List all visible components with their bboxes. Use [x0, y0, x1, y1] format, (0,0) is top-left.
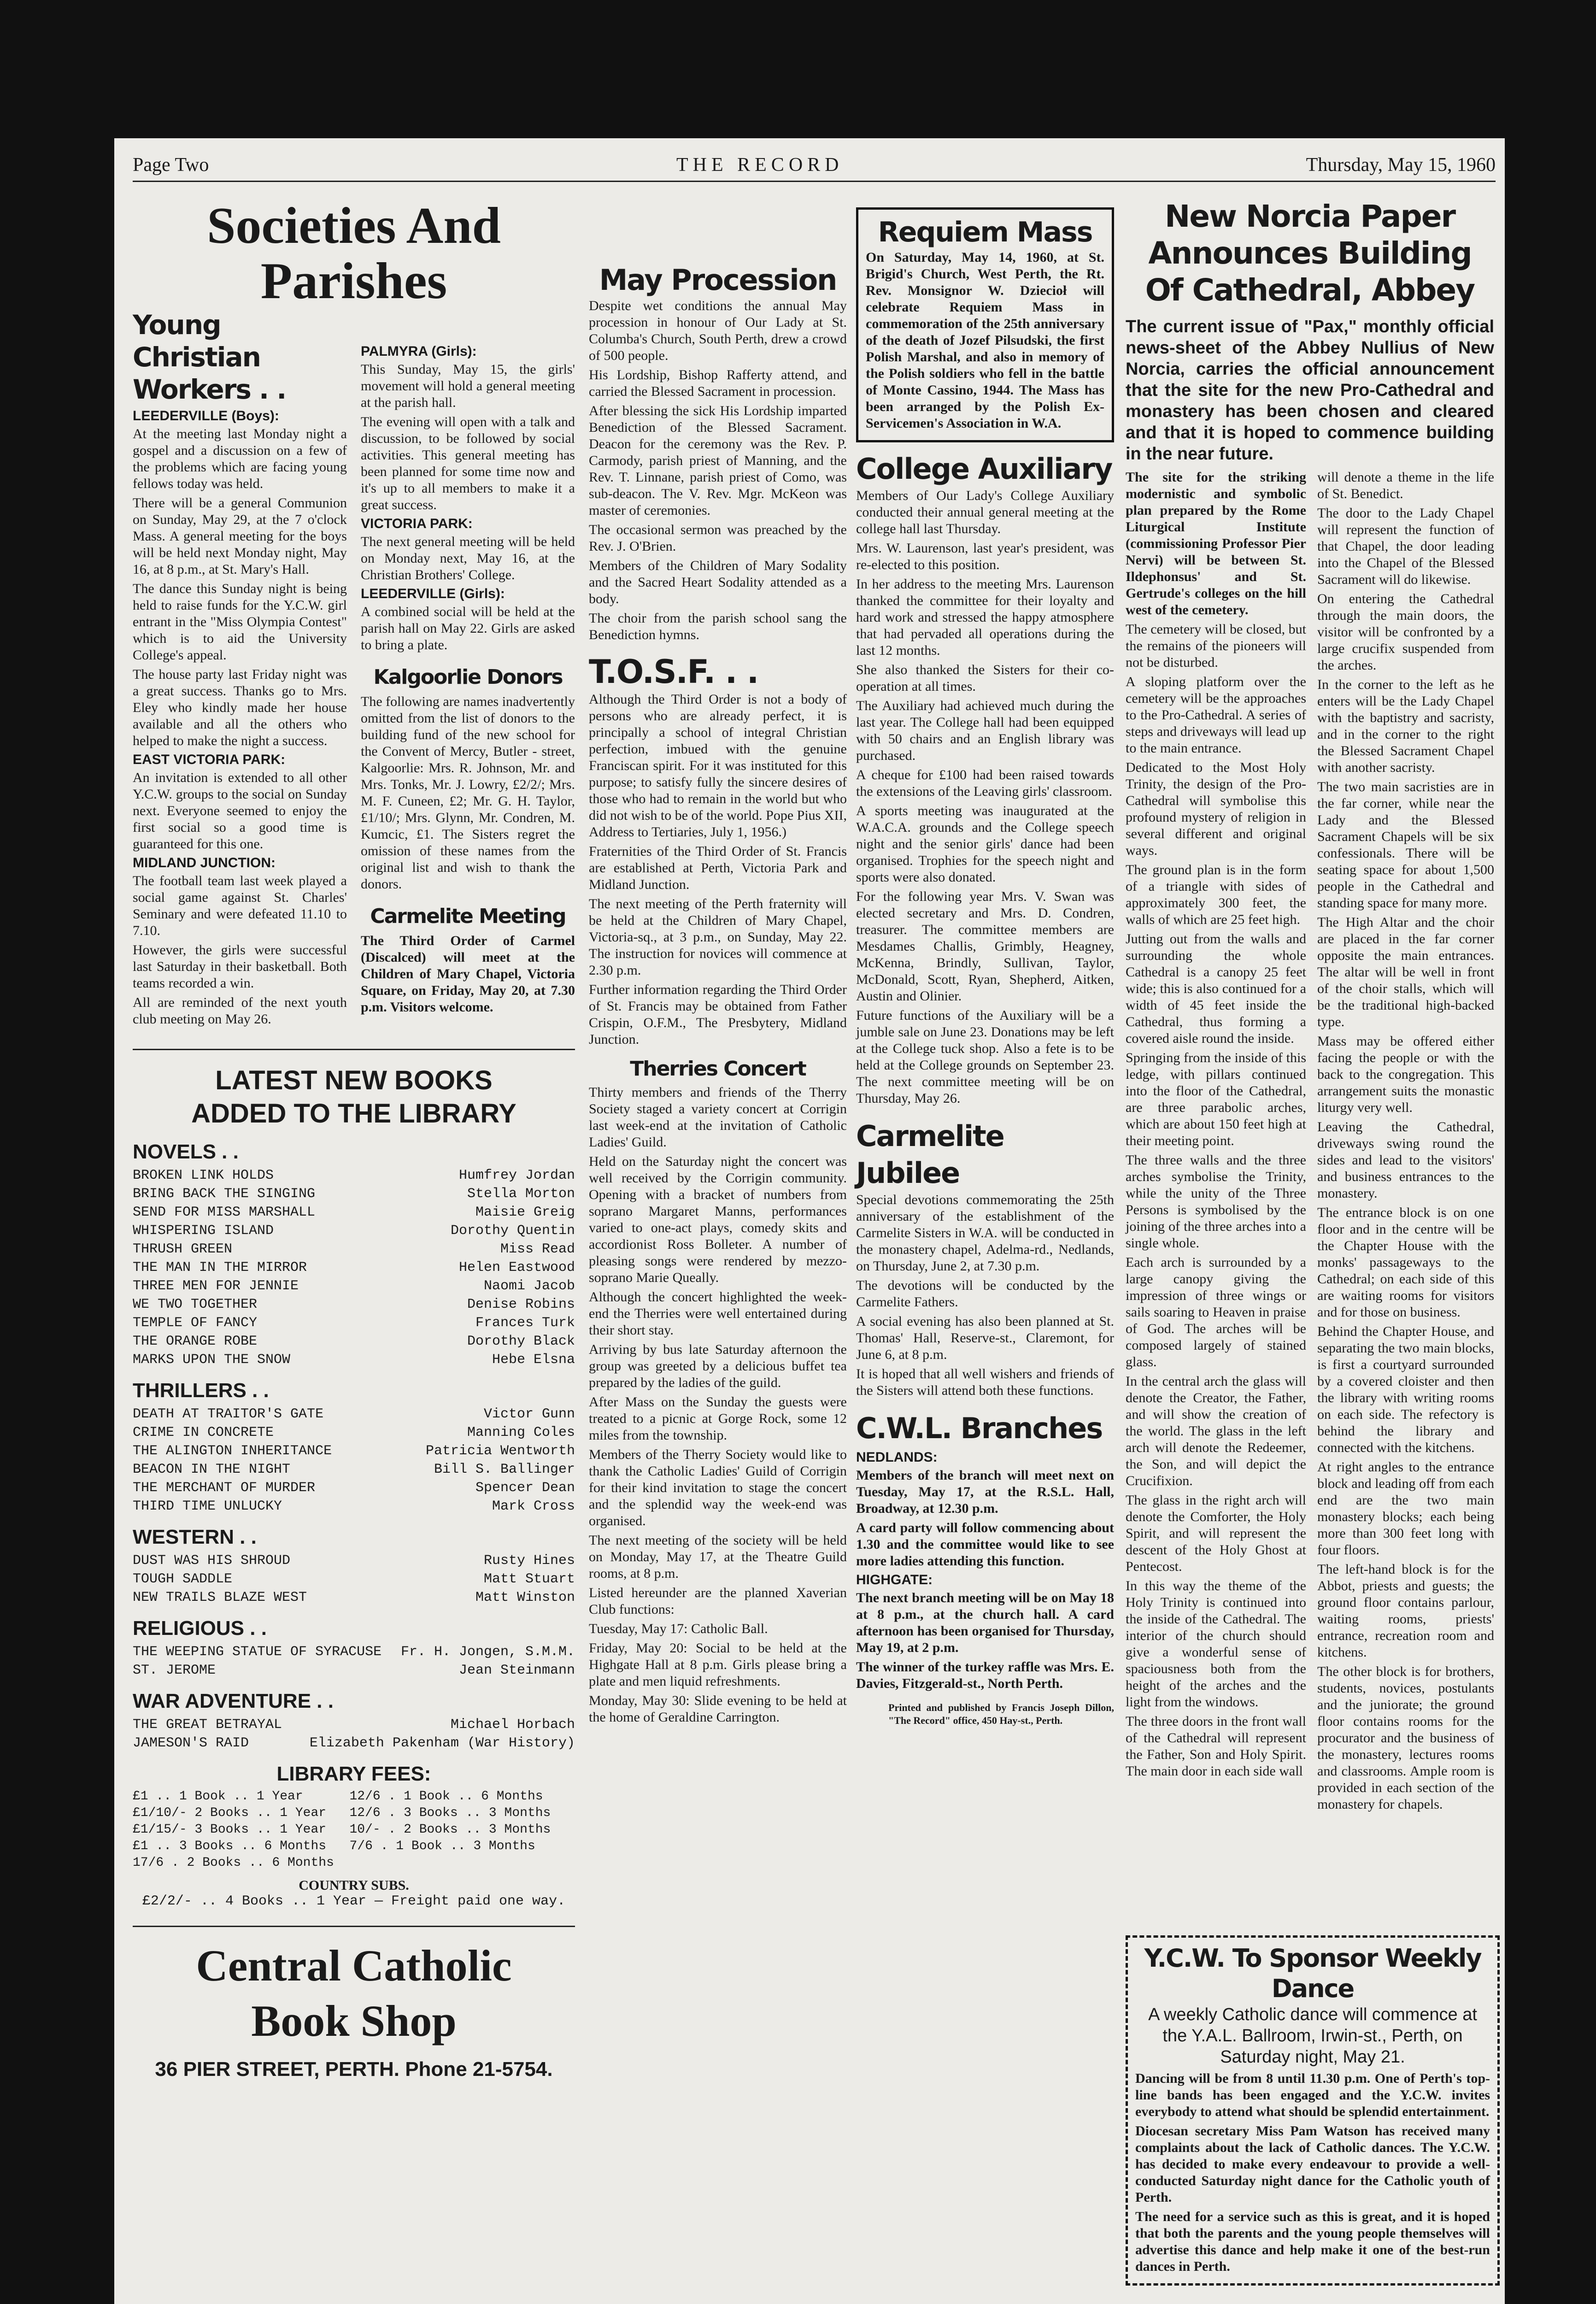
book-title: WHISPERING ISLAND	[133, 1223, 274, 1239]
book-title: THE MAN IN THE MIRROR	[133, 1260, 307, 1275]
book-title: THE WEEPING STATUE OF SYRACUSE	[133, 1644, 382, 1660]
paragraph: The choir from the parish school sang the Benediction hymns.	[589, 611, 847, 642]
book-author: Dorothy Quentin	[450, 1223, 575, 1239]
paragraph: She also thanked the Sisters for their co-operation at all times.	[856, 662, 1114, 694]
paragraph: The following are names inadvertently omitted from the list of donors to the building fund of the new school for the Convent of Mercy, Butler - street, Kalgoorlie: Mrs. R. Johnson, Mr. and Mrs. Tonks, Mr. J. Lowry, £2/2/; Mrs. M. F. Cuneen, £2; Mr. G. H. Taylor, £1/10/; Mrs. Glynn, Mr. Condren, M. Kumcic, £1. The Sisters regret the omission of these names from the original list and wish to thank the donors.	[361, 694, 575, 892]
leederville-girls-head: LEEDERVILLE (Girls):	[361, 586, 505, 601]
paragraph: Members of the Therry Society would like to thank the Catholic Ladies' Guild of Corrigin for their kind invitation to stage the concert and the splendid way the week-end was organised.	[589, 1447, 847, 1528]
paragraph: Special devotions commemorating the 25th anniversary of the establishment of the Carmelite Sisters in W.A. will be conducted in the monastery chapel, Adelma-rd., Nedlands, on Thursday, June 2, at 7.30 p.m.	[856, 1192, 1114, 1274]
paragraph: The High Altar and the choir are placed in the far corner opposite the main entrances. The altar will be well in front of the choir stalls, which will be the traditional high-backed type.	[1317, 915, 1494, 1029]
thrillers-list	[133, 1405, 575, 1516]
book-title: MARKS UPON THE SNOW	[133, 1352, 291, 1368]
book-title: THE ORANGE ROBE	[133, 1334, 258, 1349]
book-row	[133, 1423, 575, 1442]
book-row	[133, 1497, 575, 1516]
book-title: BEACON IN THE NIGHT	[133, 1462, 291, 1477]
paragraph: An invitation is extended to all other Y.C.W. groups to the social on Sunday next. Everyone seemed to enjoy the first social so a good time is guaranteed for this one.	[133, 770, 347, 852]
book-title: NEW TRAILS BLAZE WEST	[133, 1590, 307, 1605]
paragraph: The Auxiliary had achieved much during the last year. The College hall had been equipped with 50 chairs and an English library was purchased.	[856, 698, 1114, 763]
book-row	[133, 1588, 575, 1607]
book-author: Maisie Greig	[475, 1205, 575, 1220]
therries-title: Therries Concert	[630, 1057, 806, 1081]
fee-row: £1/15/- 3 Books .. 1 Year 10/- . 2 Books .. 3 Months	[133, 1822, 551, 1837]
book-author: Mark Cross	[492, 1499, 575, 1514]
paragraph: Mrs. W. Laurenson, last year's president, was re-elected to this position.	[856, 541, 1114, 572]
paragraph: The glass in the right arch will denote the Comforter, the Holy Spirit, and will represent the descent of the Holy Ghost at Pentecost.	[1126, 1493, 1306, 1574]
religious-head: RELIGIOUS . .	[133, 1617, 267, 1640]
novels-head: NOVELS . .	[133, 1140, 239, 1163]
paragraph: Dancing will be from 8 until 11.30 p.m. One of Perth's top-line bands has been engaged and the Y.C.W. invites everybody to attend what should be splendid entertainment.	[1135, 2071, 1490, 2119]
societies-column	[133, 198, 575, 2304]
paragraph: The next meeting of the Perth fraternity will be held at the Children of Mary Chapel, Victoria-sq., at 3 p.m., on Sunday, May 22. The instruction for novices will commence at 2.30 p.m.	[589, 896, 847, 978]
book-row	[133, 1460, 575, 1479]
paragraph: The left-hand block is for the Abbot, priests and guests; the ground floor contains parlour, waiting rooms, priests' entrance, recreation room and kitchens.	[1317, 1562, 1494, 1660]
paragraph: Arriving by bus late Saturday afternoon the group was greeted by a delicious buffet tea prepared by the ladies of the guild.	[589, 1342, 847, 1390]
paragraph: His Lordship, Bishop Rafferty attend, and carried the Blessed Sacrament in procession.	[589, 367, 847, 399]
norcia-col-a	[1126, 469, 1306, 1816]
leederville-boys-head: LEEDERVILLE (Boys):	[133, 408, 279, 423]
book-row	[133, 1351, 575, 1369]
paragraph: The door to the Lady Chapel will represent the function of that Chapel, the door leading into the Chapel of the Blessed Sacrament will do likewise.	[1317, 505, 1494, 587]
paragraph: Future functions of the Auxiliary will be a jumble sale on June 23. Donations may be left at the College tuck shop. Also a fete is to be held at the College grounds on September 23. The next committee meeting will be on Thursday, May 26.	[856, 1008, 1114, 1106]
book-author: Patricia Wentworth	[425, 1443, 575, 1459]
book-row	[133, 1166, 575, 1185]
paragraph: The occasional sermon was preached by the Rev. J. O'Brien.	[589, 522, 847, 554]
vicpark-head: VICTORIA PARK:	[361, 516, 473, 531]
paragraph: Although the concert highlighted the week-end the Therries were well entertained during their short stay.	[589, 1289, 847, 1338]
paragraph: Further information regarding the Third Order of St. Francis may be obtained from Father Crispin, O.F.M., The Presbytery, Midland Junction.	[589, 982, 847, 1047]
book-title: TEMPLE OF FANCY	[133, 1315, 258, 1331]
paragraph: The site for the striking modernistic and symbolic plan prepared by the Rome Liturgical Institute (commissioning Professor Pier Nervi) will be between St. Ildephonsus' and St. Gertrude's colleges on the hill west of the cemetery.	[1126, 470, 1306, 617]
war-head: WAR ADVENTURE . .	[133, 1690, 334, 1712]
paragraph: Friday, May 20: Social to be held at the Highgate Hall at 8 p.m. Girls please bring a plate and men liquid refreshments.	[589, 1640, 847, 1689]
book-row	[133, 1222, 575, 1240]
paragraph: A social evening has also been planned at St. Thomas' Hall, Reserve-st., Claremont, for June 6, at 8 p.m.	[856, 1314, 1114, 1362]
fee-row: £1/10/- 2 Books .. 1 Year 12/6 . 3 Books .. 3 Months	[133, 1806, 551, 1820]
ycw-dance-lead: A weekly Catholic dance will commence at the Y.A.L. Ballroom, Irwin-st., Perth, on Saturday night, May 21.	[1148, 2005, 1477, 2067]
book-row	[133, 1314, 575, 1332]
newspaper-page	[114, 138, 1505, 2304]
paper-name: THE RECORD	[676, 154, 844, 176]
paragraph: Mass may be offered either facing the people or with the back to the congregation. This arrangement suits the monastic liturgy very well.	[1317, 1034, 1494, 1115]
book-author: Denise Robins	[467, 1297, 575, 1312]
paragraph: The devotions will be conducted by the Carmelite Fathers.	[856, 1278, 1114, 1310]
book-author: Hebe Elsna	[492, 1352, 575, 1368]
thrillers-head: THRILLERS . .	[133, 1379, 269, 1402]
book-title: DUST WAS HIS SHROUD	[133, 1553, 291, 1569]
paragraph: Thirty members and friends of the Therry Society staged a variety concert at Corrigin last week-end at the invitation of Catholic Ladies' Guild.	[589, 1085, 847, 1150]
paragraph: In this way the theme of the Holy Trinity is continued into the inside of the Cathedral. The interior of the church should give a wonderful sense of spaciousness both from the height of the arches and the light from the windows.	[1126, 1578, 1306, 1710]
paragraph: A cheque for £100 had been raised towards the extensions of the Leaving girls' classroom.	[856, 767, 1114, 799]
paragraph: A combined social will be held at the parish hall on May 22. Girls are asked to bring a plate.	[361, 604, 575, 652]
book-row	[133, 1405, 575, 1423]
book-author: Spencer Dean	[475, 1480, 575, 1496]
library-section	[133, 1049, 575, 1909]
religious-list	[133, 1643, 575, 1680]
ycw-dance-box	[1126, 1935, 1500, 2286]
societies-right	[361, 309, 575, 1030]
book-author: Frances Turk	[475, 1315, 575, 1331]
book-row	[133, 1643, 575, 1661]
book-author: Miss Read	[500, 1241, 575, 1257]
paragraph: Members of the Children of Mary Sodality and the Sacred Heart Sodality attended as a body.	[589, 558, 847, 606]
paragraph: will denote a theme in the life of St. Benedict.	[1317, 470, 1494, 501]
paragraph: Dedicated to the Most Holy Trinity, the design of the Pro-Cathedral will symbolise this profound mystery of religion in several different and original ways.	[1126, 760, 1306, 858]
country-head: COUNTRY SUBS.	[299, 1878, 409, 1893]
book-row	[133, 1479, 575, 1497]
highgate-head: HIGHGATE:	[856, 1572, 933, 1587]
paragraph: A sports meeting was inaugurated at the W.A.C.A. grounds and the College speech night and the senior girls' dance had been organised. Trophies for the speech night and sports were also donated.	[856, 803, 1114, 885]
book-title: CRIME IN CONCRETE	[133, 1425, 274, 1440]
book-author: Dorothy Black	[467, 1334, 575, 1349]
book-author: Matt Winston	[475, 1590, 575, 1605]
paragraph: The need for a service such as this is great, and it is hoped that both the parents and the young people themselves will advertise this dance and help make it one of the best-run dances in Perth.	[1135, 2209, 1490, 2274]
paragraph: Despite wet conditions the annual May procession in honour of Our Lady at St. Columba's Church, South Perth, drew a crowd of 500 people.	[589, 298, 847, 363]
paragraph: The ground plan is in the form of a triangle with sides of approximately 300 feet, the walls of which are 25 feet high.	[1126, 862, 1306, 927]
bookshop-address: 36 PIER STREET, PERTH. Phone 21-5754.	[155, 2058, 553, 2081]
book-row	[133, 1661, 575, 1680]
war-list	[133, 1716, 575, 1752]
bookshop-line1: Central Catholic	[196, 1941, 512, 1990]
norcia-col-b	[1317, 469, 1494, 1816]
book-author: Victor Gunn	[483, 1406, 575, 1422]
paragraph: Monday, May 30: Slide evening to be held at the home of Geraldine Carrington.	[589, 1693, 847, 1725]
paragraph: The next general meeting will be held on Monday next, May 16, at the Christian Brothers' College.	[361, 534, 575, 582]
book-title: SEND FOR MISS MARSHALL	[133, 1205, 316, 1220]
paragraph: Springing from the inside of this ledge, with pillars continued into the floor of the Cathedral, are three parabolic arches, which are about 150 feet high at their meeting point.	[1126, 1050, 1306, 1148]
paragraph: After blessing the sick His Lordship imparted Benediction of the Blessed Sacrament. Deacon for the ceremony was the Rev. P. Carmody, parish priest of Manning, and the Rev. T. Linnane, parish priest of Como, was sub-deacon. The V. Rev. Mgr. McKeon was master of ceremonies.	[589, 403, 847, 518]
fees-list	[133, 1788, 575, 1871]
book-author: Helen Eastwood	[458, 1260, 575, 1275]
paragraph: Members of Our Lady's College Auxiliary conducted their annual general meeting at the college hall last Thursday.	[856, 488, 1114, 536]
book-author: Matt Stuart	[483, 1571, 575, 1587]
college-column	[856, 207, 1114, 1730]
book-row	[133, 1332, 575, 1351]
paragraph: The house party last Friday night was a great success. Thanks go to Mrs. Eley who kindly made her house available and all the others who helped to make the night a success.	[133, 667, 347, 748]
tosf-title: T.O.S.F. . .	[589, 653, 758, 691]
paragraph: Leaving the Cathedral, driveways swing round the sides and lead to the visitors' and business entrances to the monastery.	[1317, 1119, 1494, 1201]
western-head: WESTERN . .	[133, 1526, 257, 1548]
paragraph: Held on the Saturday night the concert was well received by the Corrigin community. Opening with a bracket of numbers from soprano Margaret Manns, performances varied to one-act plays, comedy skits and accordionist Ross Bolleter. A number of pleasing songs were rendered by mezzo-soprano Marie Queally.	[589, 1154, 847, 1285]
book-row	[133, 1570, 575, 1588]
carmelite-meeting-title: Carmelite Meeting	[370, 905, 566, 928]
societies-title: Societies And Parishes	[207, 197, 501, 310]
bookshop-ad	[133, 1926, 575, 2081]
paragraph: A card party will follow commencing about 1.30 and the committee would like to see more ladies attending this function.	[856, 1520, 1114, 1569]
book-author: Rusty Hines	[483, 1553, 575, 1569]
novels-list	[133, 1166, 575, 1369]
book-title: THIRD TIME UNLUCKY	[133, 1499, 282, 1514]
paragraph: The evening will open with a talk and discussion, to be followed by social activities. This general meeting has been planned for some time now and it's up to all members to make it a great success.	[361, 414, 575, 512]
issue-date: Thursday, May 15, 1960	[1306, 154, 1496, 176]
norcia-title: New Norcia Paper Announces Building Of Cathedral, Abbey	[1145, 199, 1475, 308]
paragraph: In her address to the meeting Mrs. Laurenson thanked the committee for their loyalty and hard work and stressed the happy atmosphere that had pervaded all operations during the last 12 months.	[856, 576, 1114, 658]
paragraph: The three doors in the front wall of the Cathedral will represent the Father, Son and Holy Spirit. The main door in each side wall	[1126, 1714, 1306, 1779]
norcia-section	[1126, 198, 1494, 1816]
requiem-box	[856, 207, 1114, 442]
bookshop-line2: Book Shop	[251, 1996, 457, 2045]
paragraph: At right angles to the entrance block and leading off from each end are the two main monastery blocks; each being more than 300 feet long with four floors.	[1317, 1459, 1494, 1558]
paragraph: Diocesan secretary Miss Pam Watson has received many complaints about the lack of Catholic dances. The Y.C.W. has decided to make every endeavour to provide a well-conducted Saturday night dance for the Catholic youth of Perth.	[1135, 2123, 1490, 2205]
cwl-title: C.W.L. Branches	[856, 1411, 1103, 1445]
paragraph: In the corner to the left as he enters will be the Lady Chapel with the baptistry and sacristy, and in the corner to the right the Blessed Sacrament Chapel with another sacristy.	[1317, 677, 1494, 775]
paragraph: For the following year Mrs. V. Swan was elected secretary and Mrs. D. Condren, treasurer. The committee members are Mesdames Challis, Grimbly, Heagney, McKenna, Brindly, Sullivan, Taylor, McDonald, Scott, Ryan, Shepherd, Aitken, Austin and Olinier.	[856, 889, 1114, 1004]
book-title: BROKEN LINK HOLDS	[133, 1168, 274, 1183]
book-title: THE MERCHANT OF MURDER	[133, 1480, 316, 1496]
paragraph: It is hoped that all well wishers and friends of the Sisters will attend both these functions.	[856, 1366, 1114, 1398]
book-author: Humfrey Jordan	[458, 1168, 575, 1183]
paragraph: The two main sacristies are in the far corner, while near the Lady and the Blessed Sacrament Chapels will be six confessionals. There will be seating space for about 1,500 people in the Cathedral and standing space for many more.	[1317, 779, 1494, 911]
book-author: Manning Coles	[467, 1425, 575, 1440]
imprint: Printed and published by Francis Joseph Dillon, "The Record" office, 450 Hay-st., Perth.	[888, 1702, 1114, 1726]
book-title: THREE MEN FOR JENNIE	[133, 1278, 299, 1294]
requiem-title: Requiem Mass	[878, 216, 1092, 248]
paragraph: Behind the Chapter House, and separating the two main blocks, is first a courtyard surrounded by a covered cloister and then the library with writing rooms on each side. The refectory is behind the library and connected with the kitchens.	[1317, 1324, 1494, 1455]
procession-title: May Procession	[599, 263, 837, 297]
palmyra-head: PALMYRA (Girls):	[361, 344, 477, 359]
book-title: THE GREAT BETRAYAL	[133, 1717, 282, 1733]
procession-column	[589, 263, 847, 1728]
paragraph: The other block is for brothers, students, novices, postulants and the juniorate; the ground floor contains rooms for the procurator and the business of the monastery, lectures rooms and classrooms. Ample room is provided in each section of the monastery for chapels.	[1317, 1664, 1494, 1812]
paragraph: The next meeting of the society will be held on Monday, May 17, at the Theatre Guild rooms, at 8 p.m.	[589, 1533, 847, 1581]
fee-row: 17/6 . 2 Books .. 6 Months	[133, 1856, 334, 1870]
book-title: JAMESON'S RAID	[133, 1735, 249, 1751]
societies-left	[133, 309, 347, 1030]
book-row	[133, 1552, 575, 1570]
book-title: TOUGH SADDLE	[133, 1571, 233, 1587]
paragraph: On entering the Cathedral through the main doors, the visitor will be confronted by a large crucifix suspended from the arches.	[1317, 591, 1494, 673]
ycw-dance-title: Y.C.W. To Sponsor Weekly Dance	[1144, 1944, 1481, 2003]
paragraph: The cemetery will be closed, but the remains of the pioneers will not be disturbed.	[1126, 622, 1306, 670]
book-row	[133, 1734, 575, 1752]
paragraph: This Sunday, May 15, the girls' movement will hold a general meeting at the parish hall.	[361, 362, 575, 410]
book-author: Michael Horbach	[450, 1717, 575, 1733]
book-row	[133, 1295, 575, 1314]
book-author: Fr. H. Jongen, S.M.M.	[400, 1644, 575, 1660]
book-row	[133, 1258, 575, 1277]
nedlands-head: NEDLANDS:	[856, 1450, 938, 1465]
norcia-lead: The current issue of "Pax," monthly official news-sheet of the Abbey Nullius of New Norcia, carries the official announcement that the site for the new Pro-Cathedral and monastery has been chosen and cleared and that it is hoped to commence building in the near future.	[1126, 317, 1494, 464]
paragraph: Jutting out from the walls and surrounding the whole Cathedral is a canopy 25 feet wide; this is also continued for a width of 45 feet inside the Cathedral, thus forming a covered aisle round the inside.	[1126, 931, 1306, 1046]
book-author: Bill S. Ballinger	[434, 1462, 575, 1477]
book-row	[133, 1185, 575, 1203]
masthead	[133, 154, 1496, 182]
western-list	[133, 1552, 575, 1607]
book-author: Naomi Jacob	[483, 1278, 575, 1294]
paragraph: However, the girls were successful last Saturday in their basketball. Both teams recorded a win.	[133, 942, 347, 991]
ycw-title: Young Christian Workers . .	[133, 309, 286, 405]
paragraph: The Third Order of Carmel (Discalced) will meet at the Children of Mary Chapel, Victoria Square, on Friday, May 20, at 7.30 p.m. Visitors welcome.	[361, 933, 575, 1015]
evp-head: EAST VICTORIA PARK:	[133, 752, 286, 767]
midland-head: MIDLAND JUNCTION:	[133, 855, 276, 870]
paragraph: There will be a general Communion on Sunday, May 29, at the 7 o'clock Mass. A general meeting for the boys will be held next Monday night, May 16, at 8 p.m., at St. Mary's Hall.	[133, 495, 347, 577]
paragraph: The dance this Sunday night is being held to raise funds for the Y.C.W. girl entrant in the "Miss Olympia Contest" which is to aid the University College's appeal.	[133, 581, 347, 663]
fee-row: £1 .. 1 Book .. 1 Year 12/6 . 1 Book .. 6 Months	[133, 1789, 543, 1804]
paragraph: The next branch meeting will be on May 18 at 8 p.m., at the church hall. A card afternoon has been organised for Thursday, May 19, at 2 p.m.	[856, 1590, 1114, 1655]
fees-head: LIBRARY FEES:	[276, 1763, 431, 1785]
paragraph: A sloping platform over the cemetery will be the approaches to the Pro-Cathedral. A series of steps and driveways will lead up to the main entrance.	[1126, 674, 1306, 756]
book-row	[133, 1716, 575, 1734]
paragraph: Each arch is surrounded by a large canopy giving the impression of three wings or sails soaring to Heaven in praise of God. The arches will be composed largely of stained glass.	[1126, 1255, 1306, 1369]
kalgoorlie-title: Kalgoorlie Donors	[373, 665, 563, 689]
book-title: WE TWO TOGETHER	[133, 1297, 258, 1312]
book-row	[133, 1277, 575, 1295]
paragraph: Fraternities of the Third Order of St. Francis are established at Perth, Victoria Park and Midland Junction.	[589, 844, 847, 892]
paragraph: The three walls and the three arches symbolise the Trinity, while the unity of the Three Persons is symbolised by the joining of the three arches into a single whole.	[1126, 1152, 1306, 1251]
country-subs: £2/2/- .. 4 Books .. 1 Year — Freight paid one way.	[142, 1893, 566, 1909]
fee-row: £1 .. 3 Books .. 6 Months 7/6 . 1 Book .. 3 Months	[133, 1839, 535, 1853]
book-title: THRUSH GREEN	[133, 1241, 233, 1257]
book-title: ST. JEROME	[133, 1663, 216, 1678]
book-row	[133, 1203, 575, 1222]
paragraph: After Mass on the Sunday the guests were treated to a picnic at Gorge Rock, some 12 miles from the township.	[589, 1394, 847, 1443]
paragraph: Although the Third Order is not a body of persons who are already perfect, it is principally a school of integral Christian perfection, imbued with the genuine Franciscan spirit. For it was instituted for this purpose; to satisfy fully the sincere desires of those who had to remain in the world but who did not wish to be of the world. Pope Pius XII, Address to Tertiaries, July 1, 1956.)	[589, 692, 847, 840]
jubilee-title: Carmelite Jubilee	[856, 1119, 1004, 1190]
book-title: THE ALINGTON INHERITANCE	[133, 1443, 332, 1459]
paragraph: The winner of the turkey raffle was Mrs. E. Davies, Fitzgerald-st., North Perth.	[856, 1659, 1114, 1691]
book-title: BRING BACK THE SINGING	[133, 1186, 316, 1202]
paragraph: The football team last week played a social game against St. Charles' Seminary and were defeated 11.10 to 7.10.	[133, 873, 347, 938]
library-title: LATEST NEW BOOKS ADDED TO THE LIBRARY	[191, 1065, 516, 1128]
book-row	[133, 1442, 575, 1460]
book-author: Jean Steinmann	[458, 1663, 575, 1678]
page-number: Page Two	[133, 154, 209, 176]
book-title: DEATH AT TRAITOR'S GATE	[133, 1406, 324, 1422]
masthead-rule	[133, 181, 1496, 182]
book-row	[133, 1240, 575, 1258]
paragraph: Tuesday, May 17: Catholic Ball.	[589, 1621, 768, 1636]
paragraph: All are reminded of the next youth club meeting on May 26.	[133, 995, 347, 1027]
paragraph: Members of the branch will meet next on Tuesday, May 17, at the R.S.L. Hall, Broadway, at 12.30 p.m.	[856, 1468, 1114, 1516]
paragraph: Listed hereunder are the planned Xaverian Club functions:	[589, 1585, 847, 1617]
paragraph: At the meeting last Monday night a gospel and a discussion on a few of the problems which are facing young fellows today was held.	[133, 426, 347, 491]
book-author: Stella Morton	[467, 1186, 575, 1202]
book-author: Elizabeth Pakenham (War History)	[309, 1735, 575, 1751]
requiem-text: On Saturday, May 14, 1960, at St. Brigid's Church, West Perth, the Rt. Rev. Monsignor W. Dziecioł will celebrate Requiem Mass in commemoration of the 25th anniversary of the death of Jozef Pilsudski, the first Polish Marshal, and also in memory of the Polish soldiers who fell in the battle of Monte Cassino, 1944. The Mass has been arranged by the Polish Ex-Servicemen's Association in W.A.	[866, 250, 1104, 431]
college-title: College Auxiliary	[856, 452, 1112, 486]
paragraph: The entrance block is on one floor and in the centre will be the Chapter House with the monks' passageways to the Cathedral; on each side of this are waiting rooms for visitors and for those on business.	[1317, 1205, 1494, 1320]
paragraph: In the central arch the glass will denote the Creator, the Father, and will show the creation of the world. The glass in the left arch will denote the Redeemer, the Son, and will depict the Crucifixion.	[1126, 1374, 1306, 1488]
